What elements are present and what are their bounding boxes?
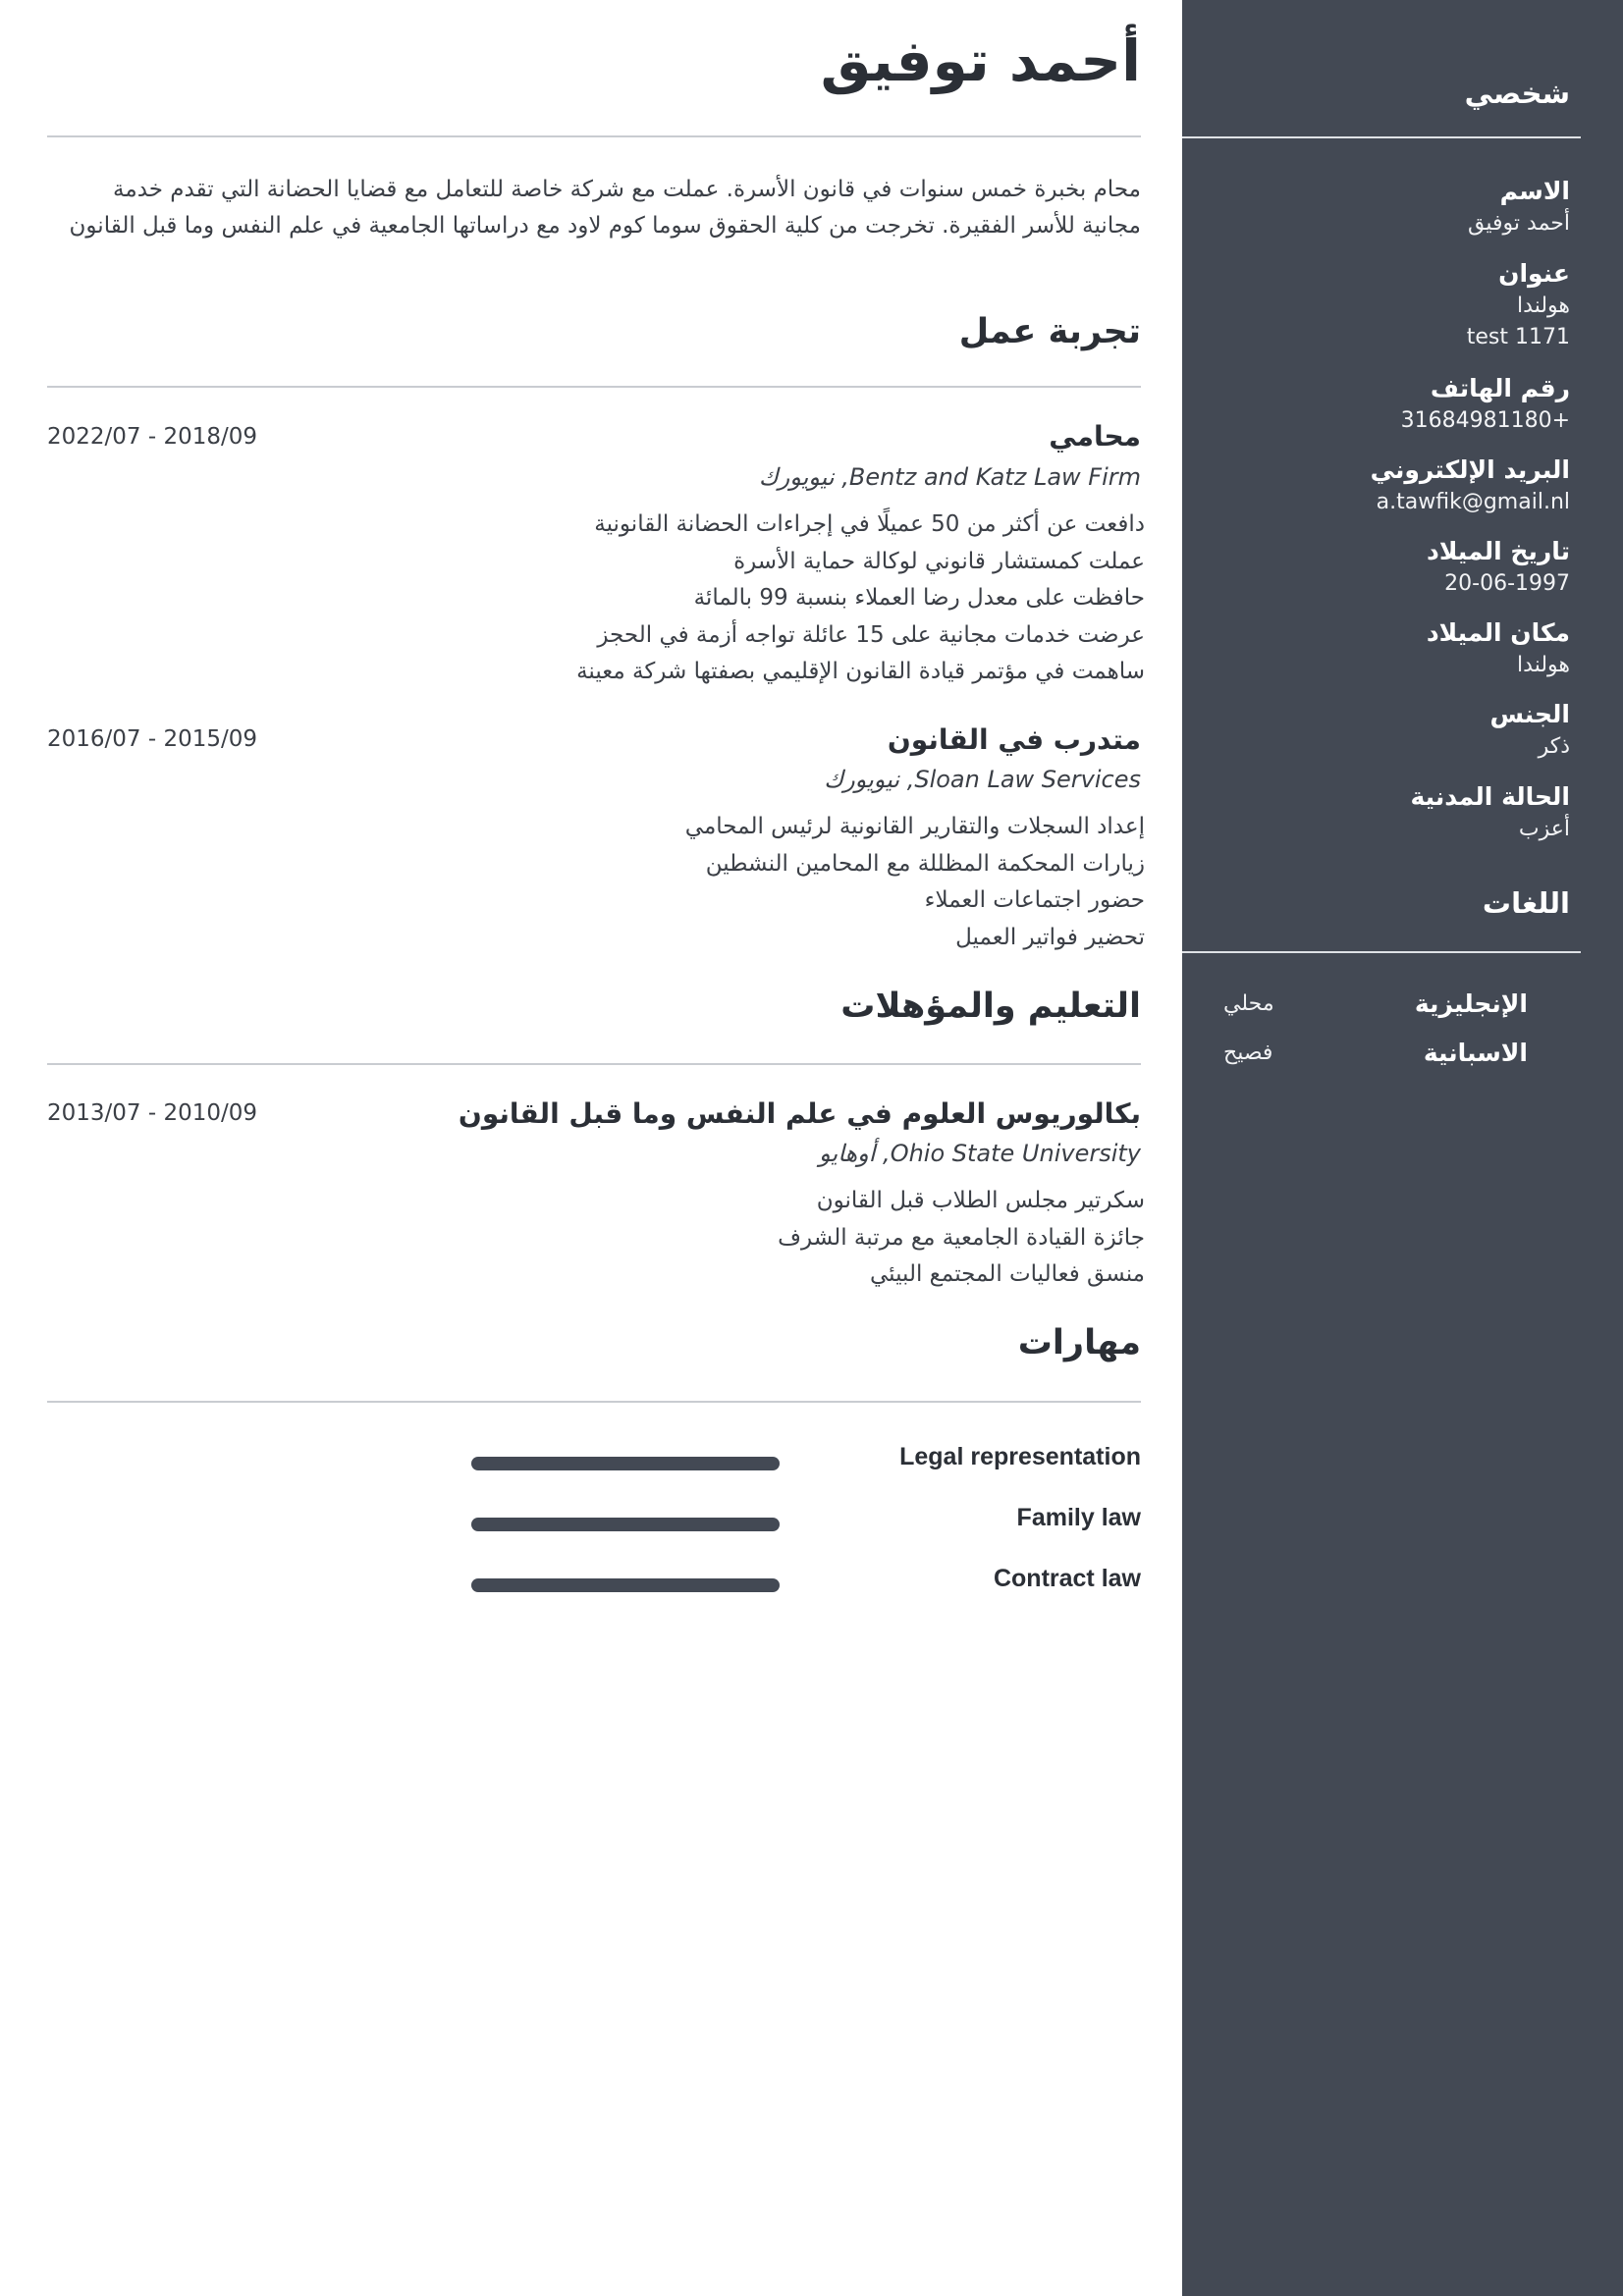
skill-level-bar [471, 1578, 780, 1592]
language-name: الاسبانية [1423, 1039, 1528, 1067]
divider [47, 1063, 1141, 1065]
field-label: عنوان [1498, 259, 1570, 288]
education-bullets [778, 1183, 1145, 1294]
field-value: أحمد توفيق [1468, 211, 1570, 236]
field-value: 20-06-1997 [1444, 571, 1570, 596]
school-name: Ohio State University, أوهايو [819, 1140, 1141, 1167]
sidebar-heading-personal: شخصي [1464, 77, 1570, 110]
personal-field-gender [1202, 698, 1570, 763]
personal-field-phone [1202, 372, 1570, 437]
list-item: زيارات المحكمة المظللة مع المحامين النشطين [705, 850, 1145, 877]
skill-name: Contract law [993, 1565, 1141, 1592]
divider [1182, 136, 1581, 138]
job-bullets [576, 507, 1145, 691]
sidebar-heading-languages: اللغات [1482, 886, 1570, 920]
degree-title: بكالوريوس العلوم في علم النفس وما قبل القانون [458, 1097, 1141, 1130]
field-value: a.tawfik@gmail.nl [1376, 490, 1570, 514]
education-date: 2013/07 - 2010/09 [47, 1100, 258, 1126]
field-value: هولندا [1517, 294, 1570, 318]
field-label: الاسم [1499, 177, 1570, 205]
skill-row [47, 1504, 1141, 1543]
field-value: +31684981180 [1400, 408, 1570, 433]
personal-field-address [1202, 257, 1570, 353]
skill-name: Family law [1016, 1504, 1141, 1531]
field-value: هولندا [1517, 653, 1570, 677]
divider [1182, 951, 1581, 953]
job-bullets [685, 809, 1145, 956]
personal-field-name [1202, 175, 1570, 240]
list-item: دافعت عن أكثر من 50 عميلًا في إجراءات الحضانة القانونية [594, 511, 1145, 537]
job-date: 2022/07 - 2018/09 [47, 424, 258, 450]
personal-field-birthplace [1202, 616, 1570, 681]
language-row [1182, 989, 1581, 1025]
personal-field-email [1202, 454, 1570, 518]
list-item: عرضت خدمات مجانية على 15 عائلة تواجه أزمة في الحجز [597, 621, 1145, 648]
skill-level-bar [471, 1457, 780, 1470]
list-item: حضور اجتماعات العملاء [924, 887, 1145, 913]
skill-name: Legal representation [899, 1443, 1141, 1470]
language-level: محلي [1223, 991, 1274, 1016]
skill-level-bar [471, 1518, 780, 1531]
list-item: عملت كمستشار قانوني لوكالة حماية الأسرة [733, 548, 1145, 574]
field-label: مكان الميلاد [1426, 618, 1570, 647]
section-title-experience: تجربة عمل [958, 312, 1141, 351]
job-company: Bentz and Katz Law Firm, نيويورك [758, 463, 1141, 491]
job-company: Sloan Law Services, نيويورك [824, 766, 1141, 793]
list-item: جائزة القيادة الجامعية مع مرتبة الشرف [778, 1224, 1145, 1251]
field-label: الجنس [1489, 700, 1570, 728]
field-label: الحالة المدنية [1410, 782, 1570, 811]
divider [47, 386, 1141, 388]
job-date: 2016/07 - 2015/09 [47, 726, 258, 752]
language-name: الإنجليزية [1414, 989, 1528, 1018]
field-label: البريد الإلكتروني [1370, 455, 1570, 484]
divider [47, 135, 1141, 137]
job-title: متدرب في القانون [887, 723, 1141, 756]
section-title-education: التعليم والمؤهلات [840, 987, 1141, 1026]
list-item: سكرتير مجلس الطلاب قبل القانون [816, 1188, 1145, 1213]
field-label: رقم الهاتف [1430, 374, 1570, 402]
skill-row [47, 1443, 1141, 1482]
personal-field-birthdate [1202, 535, 1570, 600]
divider [47, 1401, 1141, 1403]
field-label: تاريخ الميلاد [1426, 537, 1570, 565]
field-value: test 1171 [1466, 325, 1570, 349]
field-value: ذكر [1538, 734, 1570, 759]
language-level: فصيح [1223, 1041, 1273, 1065]
personal-field-marital-status [1202, 780, 1570, 845]
list-item: حافظت على معدل رضا العملاء بنسبة 99 بالمائة [693, 585, 1145, 611]
field-value: أعزب [1518, 817, 1570, 841]
skill-row [47, 1565, 1141, 1604]
summary-text: محام بخبرة خمس سنوات في قانون الأسرة. عملت مع شركة خاصة للتعامل مع قضايا الحضانة التي تقدم خدمة مجانية للأسر الفقيرة. تخرجت من كلية الحقوق سوما كوم لاود مع دراساتها الجامعية في علم النفس وما قبل القانون [69, 177, 1141, 239]
list-item: ساهمت في مؤتمر قيادة القانون الإقليمي بصفتها شركة معينة [576, 659, 1145, 684]
sidebar [1182, 0, 1623, 2296]
job-title: محامي [1049, 420, 1141, 453]
list-item: تحضير فواتير العميل [955, 924, 1145, 950]
section-title-skills: مهارات [1017, 1323, 1141, 1362]
list-item: منسق فعاليات المجتمع البيئي [869, 1261, 1145, 1287]
list-item: إعداد السجلات والتقارير القانونية لرئيس المحامي [684, 814, 1145, 839]
resume-name: أحمد توفيق [820, 27, 1141, 94]
language-row [1182, 1039, 1581, 1074]
